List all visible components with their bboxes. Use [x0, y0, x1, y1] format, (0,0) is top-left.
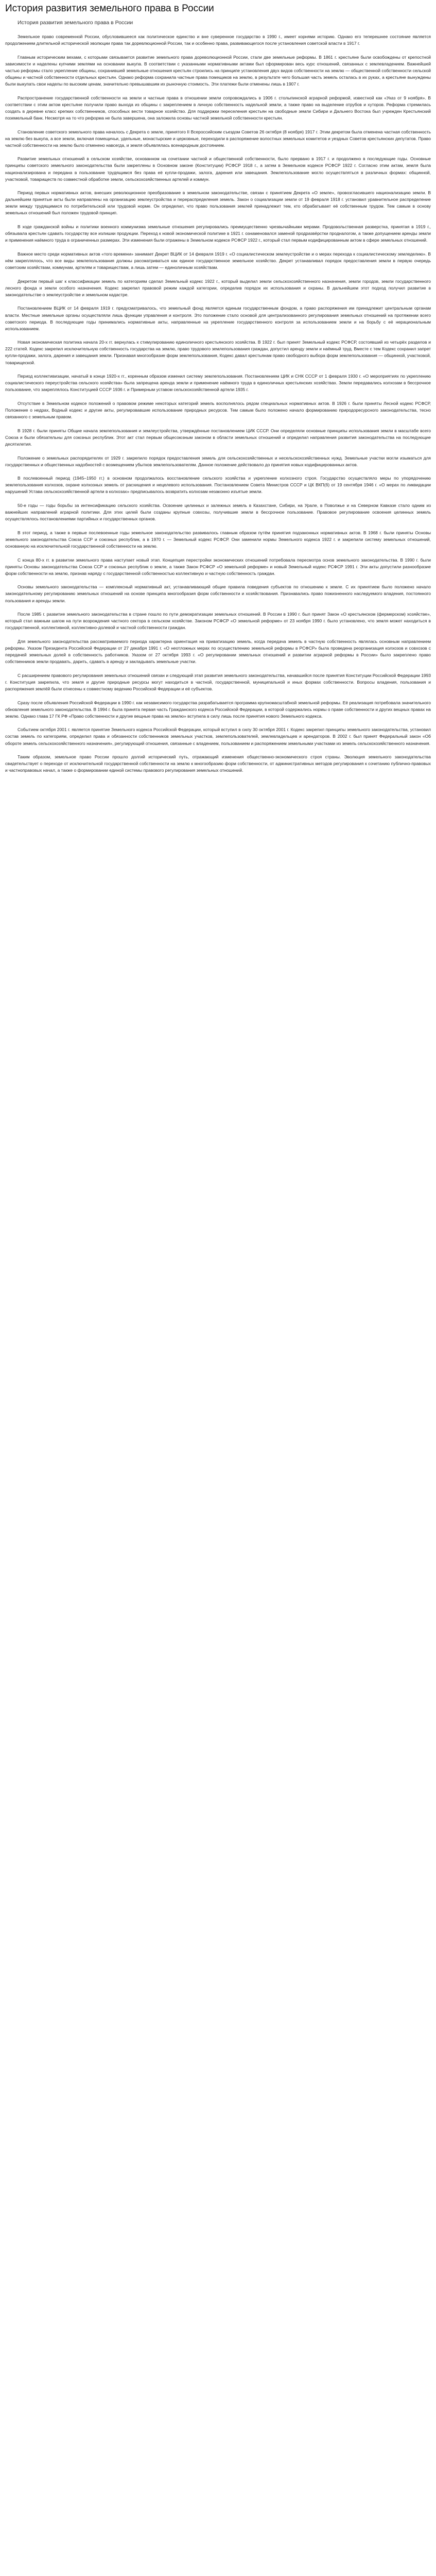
article-page — [0, 0, 436, 791]
article-paragraph: 50-е годы — годы борьбы за интенсификацию сельского хозяйства. Освоение целинных и залежных земель в Казахстане, Сибири, на Урале, в Поволжье и на Северном Кавказе стало одним из важнейших направлений аграрной политики. Для этих целей были созданы крупные совхозы, получившие земли в бессрочное пользование. Правовое регулирование освоения целинных земель осуществлялось постановлениями партийных и государственных органов. — [5, 502, 431, 522]
article-paragraph: Постановлением ВЦИК от 14 февраля 1919 г. предусматривалось, что земельный фонд является единым государственным фондом, а право распоряжения им принадлежит центральным органам власти. Местные земельные органы осуществляли лишь функции управления и контроля. Это положение стало основой для централизованного регулирования земельных отношений на протяжении всего советского периода. В последующие годы принимались нормативные акты, направленные на укрепление государственного контроля за использованием земли и на борьбу с её нерациональным использованием. — [5, 306, 431, 331]
article-paragraph: Новая экономическая политика начала 20-х гг. вернулась к стимулированию единоличного крестьянского хозяйства. В 1922 г. был принят Земельный кодекс РСФСР, состоявший из четырёх разделов и 222 статей. Кодекс закрепил исключительную собственность государства на землю, право трудового землепользования граждан, допустил аренду земли и наёмный труд. Вместе с тем Кодекс сохранил запрет купли-продажи, залога, дарения и завещания земли. Признавая многообразие форм землепользования, Кодекс давал крестьянам право свободного выбора форм землепользования — общинной, участковой, товарищеской. — [5, 340, 431, 365]
article-paragraph: Главным историческим вехами, с которыми связывается развитие земельного права дореволюционной России, стали две земельные реформы. В 1861 г. крестьяне были освобождены от крепостной зависимости и наделены купчими землями на основании выкупа. В соответствии с указанными нормативными актами был сформирован весь курс отношений, связанных с землевладением. Важнейшей частью реформы стало укрепление общины, сохранившей земельные отношения крестьян строились на принципе установления двух видов собственности на землю — общественной собственности сельской общины и частной собственности отдельных крестьян. Однако реформа сохранила частные права помещиков на землю, в результате чего большая часть земель осталась в их руках, а крестьяне вынуждены были выкупать свои наделы по высоким ценам, значительно превышавшим их рыночную стоимость. Эти платежи были отменены лишь в 1907 г. — [5, 54, 431, 87]
article-paragraph: После 1985 г. развитие земельного законодательства в стране пошло по пути демократизации земельных отношений. В России в 1990 г. был принят Закон «О крестьянском (фермерском) хозяйстве», который стал важным шагом на пути возрождения частного сектора в сельском хозяйстве. Законом РСФСР «О земельной реформе» от 23 ноября 1990 г. было установлено, что земля может находиться в государственной, коллективной, коллективно-долевой и частной собственности граждан. — [5, 612, 431, 631]
article-paragraph: В этот период, а также в первые послевоенные годы земельное законодательство развивалось главным образом путём принятия подзаконных нормативных актов. В 1968 г. были приняты Основы земельного законодательства Союза ССР и союзных республик, а в 1970 г. — Земельный кодекс РСФСР. Они заменили нормы Земельного кодекса 1922 г. и закрепили систему земельных отношений, основанную на исключительной государственной собственности на землю. — [5, 530, 431, 549]
article-paragraph: Развитие земельных отношений в сельском хозяйстве, основанном на сочетании частной и общественной собственности, было прервано в 1917 г. и продолжено в последующие годы. Основные принципы советского земельного законодательства были закреплены в Основном законе (Конституции) РСФСР 1918 г., а затем в Земельном кодексе РСФСР 1922 г. Согласно этим актам, земля была национализирована и передана в пользование трудящимся без права её купли-продажи, залога, дарения или завещания. Землепользование могло осуществляться в различных формах: общинной, участковой, товариществ по совместной обработке земли, сельскохозяйственных артелей и коммун. — [5, 156, 431, 182]
article-paragraph: Для земельного законодательства рассматриваемого периода характерна ориентация на приватизацию земель, когда передача земель в частную собственность являлась основным направлением реформы. Указом Президента Российской Федерации от 27 декабря 1991 г. «О неотложных мерах по осуществлению земельной реформы в РСФСР» была проведена реорганизация колхозов и совхозов с передачей земельных долей в собственность работников. Указом от 27 октября 1993 г. «О регулировании земельных отношений и развитии аграрной реформы в России» было закреплено право собственников земли продавать, дарить, сдавать в аренду и закладывать земельные участки. — [5, 638, 431, 665]
article-paragraph: В послевоенный период (1945–1950 гг.) в основном продолжалось восстановление сельского хозяйства и укрепление колхозного строя. Государство осуществляло меры по упорядочению землепользования колхозов, охране колхозных земель от расхищения и нецелевого использования. Постановлением Совета Министров СССР и ЦК ВКП(б) от 19 сентября 1946 г. «О мерах по ликвидации нарушений Устава сельскохозяйственной артели в колхозах» предписывалось возвратить колхозам незаконно изъятые земли. — [5, 476, 431, 495]
page-title: История развития земельного права в России — [5, 3, 214, 14]
article-paragraph: В 1928 г. были приняты Общие начала землепользования и землеустройства, утверждённые постановлением ЦИК СССР. Они определяли основные принципы использования земли в масштабе всего Союза и были обязательны для союзных республик. Этот акт стал первым общесоюзным законом в области земельных отношений и определил направления развития законодательства на последующие десятилетия. — [5, 428, 431, 447]
article-paragraph: С конца 80-х гг. в развитии земельного права наступает новый этап. Концепция перестройки экономических отношений потребовала пересмотра основ земельного законодательства. В 1990 г. были приняты Основы законодательства Союза ССР и союзных республик о земле, а также Закон РСФСР «О земельной реформе» и новый Земельный кодекс РСФСР 1991 г. Эти акты допустили разнообразие форм собственности на землю, признав наряду с государственной собственностью коллективную и частную собственность граждан. — [5, 557, 431, 576]
article-paragraph: Период первых нормативных актов, внесших революционное преобразование в земельном законодательстве, связан с принятием Декрета «О земле», провозгласившего национализацию земли. В дальнейшем принятые акты были направлены на организацию землеустройства и перераспределения земель. Закон о социализации земли от 19 февраля 1918 г. установил уравнительное распределение земли между трудящимися по потребительской или трудовой норме. Он определил, что право пользования землей принадлежит тем, кто обрабатывает её собственным трудом. Тем самым в основу земельных отношений был положен трудовой принцип. — [5, 190, 431, 216]
article-body — [5, 33, 431, 774]
article-paragraph: Становление советского земельного права началось с Декрета о земле, принятого II Всероссийским съездом Советов 26 октября (8 ноября) 1917 г. Этим декретом была отменена частная собственность на землю без выкупа, а все земли, включая помещичьи, удельные, монастырские и церковные, переходили в распоряжение волостных земельных комитетов и уездных Советов крестьянских депутатов. Право частной собственности на землю было отменено навсегда, и земля объявлялась всенародным достоянием. — [5, 129, 431, 148]
article-paragraph: Распространение государственной собственности на земли и частные права в отношении земли сопровождались в 1906 г. столыпинской аграрной реформой, известной как «Указ от 9 ноября». В соответствии с этим актом крестьяне получили право выхода из общины с закреплением в личную собственность надельной земли, а также право на выделение отрубов и хуторов. Реформа стремилась создать в деревне класс крепких собственников, способных вести товарное хозяйство. Для поддержки переселения крестьян на свободные земли Сибири и Дальнего Востока был учрежден Крестьянский поземельный банк. Несмотря на то что реформа не была завершена, она заложила основы частной земельной собственности крестьян. — [5, 95, 431, 121]
article-paragraph: Важное место среди нормативных актов «того времени» занимает Декрет ВЦИК от 14 февраля 1919 г. «О социалистическом землеустройстве и о мерах перехода к социалистическому земледелию». В нём закреплялось, что все виды землепользования должны рассматриваться как единое государственное земельное хозяйство. Декрет устанавливал порядок предоставления земли в первую очередь советским хозяйствам, коммунам, артелям и товариществам, а лишь затем — единоличным хозяйствам. — [5, 251, 431, 270]
article-paragraph: Событием октября 2001 г. является принятие Земельного кодекса Российской Федерации, который вступил в силу 30 октября 2001 г. Кодекс закрепил принципы земельного законодательства, установил состав земель по категориям, определил права и обязанности собственников земельных участков, землепользователей, землевладельцев и арендаторов. В 2002 г. был принят Федеральный закон «Об обороте земель сельскохозяйственного назначения», регулирующий отношения, связанные с владением, пользованием и распоряжением земельными участками из земель сельскохозяйственного назначения. — [5, 727, 431, 746]
article-paragraph: Основы земельного законодательства — комплексный нормативный акт, устанавливающий общие правила поведения субъектов по отношению к земле. С их принятием было положено начало законодательному регулированию земельных отношений на основе принципа многообразия форм собственности и хозяйствования. Признавались право пожизненного наследуемого владения, постоянного пользования и аренды земли. — [5, 584, 431, 603]
article-paragraph: Положение о земельных распорядителях от 1929 г. закрепило порядок предоставления земель для сельскохозяйственных и несельскохозяйственных нужд. Земельные участки могли изыматься для государственных и общественных надобностей с возмещением убытков землепользователям. Данное положение действовало до принятия новых кодифицированных актов. — [5, 455, 431, 467]
article-paragraph: Сразу после объявления Российской Федерации в 1990 г. как независимого государства разрабатывается программа крупномасштабной земельной реформы. Её реализация потребовала значительного обновления земельного законодательства. В 1994 г. была принята первая часть Гражданского кодекса Российской Федерации, в которой содержались нормы о праве собственности и других вещных правах на землю. Однако глава 17 ГК РФ «Право собственности и другие вещные права на землю» вступила в силу лишь после принятия нового Земельного кодекса. — [5, 700, 431, 719]
article-subtitle: История развития земельного права в России — [18, 20, 133, 26]
article-paragraph: Период коллективизации, начатый в конце 1920-х гг., коренным образом изменил систему землепользования. Постановлением ЦИК и СНК СССР от 1 февраля 1930 г. «О мероприятиях по укреплению социалистического переустройства сельского хозяйства» была запрещена аренда земли и применение наёмного труда в единоличных крестьянских хозяйствах. Земли передавались колхозам в бессрочное пользование, что закреплялось Конституцией СССР 1936 г. и Примерным уставом сельскохозяйственной артели 1935 г. — [5, 374, 431, 393]
article-paragraph: Декретом первый шаг к классификации земель по категориям сделал Земельный кодекс 1922 г., который выделил земли сельскохозяйственного назначения, земли городов, земли государственного лесного фонда и земли особого назначения. Кодекс закрепил правовой режим каждой категории, определив порядок их использования и охраны. В дальнейшем этот подход получил развитие в законодательстве о землеустройстве и земельном кадастре. — [5, 278, 431, 297]
article-paragraph: Земельное право современной России, обусловившееся как политическое единство и вне суверенное государство в 1990 г., имеет корнями историю. Однако его теперешнее состояние является продолжением длительной исторической эволюции права так доревлюционной России, так и особенно права, развивающегося после установления советской власти в 1917 г. — [5, 34, 431, 46]
article-paragraph: Таким образом, земельное право России прошло долгий исторический путь, отражающий изменения общественно-экономического строя страны. Эволюция земельного законодательства свидетельствует о переходе от исключительной государственной собственности на землю к многообразию форм собственности, от административных методов регулирования к сочетанию публично-правовых и частноправовых начал, а также о формировании единой системы правового регулирования земельных отношений. — [5, 754, 431, 773]
article-paragraph: В ходе гражданской войны и политики военного коммунизма земельные отношения регулировались преимущественно чрезвычайными мерами. Продовольственная разверстка, принятая в 1919 г., обязывала крестьян сдавать государству все излишки продукции. Переход к новой экономической политике в 1921 г. ознаменовался заменой продразвёрстки продналогом, а также допущением аренды земли и применения наёмного труда в ограниченных размерах. Эти изменения были отражены в Земельном кодексе РСФСР 1922 г., который стал первым кодифицированным актом в сфере земельных отношений. — [5, 224, 431, 243]
article-paragraph: С расширением правового регулирования земельных отношений связан и следующий этап развития земельного законодательства, начавшийся после принятия Конституции Российской Федерации 1993 г. Конституция закрепила, что земля и другие природные ресурсы могут находиться в частной, государственной, муниципальной и иных формах собственности. Вопросы владения, пользования и распоряжения землёй были отнесены к совместному ведению Российской Федерации и её субъектов. — [5, 672, 431, 691]
article-paragraph: Отсутствие в Земельном кодексе положений о правовом режиме некоторых категорий земель восполнялось рядом специальных нормативных актов. В 1926 г. были приняты Лесной кодекс РСФСР, Положение о недрах, Водный кодекс и другие акты, регулировавшие использование природных ресурсов. Тем самым было положено начало формированию природоресурсного законодательства, тесно связанного с земельным правом. — [5, 400, 431, 420]
